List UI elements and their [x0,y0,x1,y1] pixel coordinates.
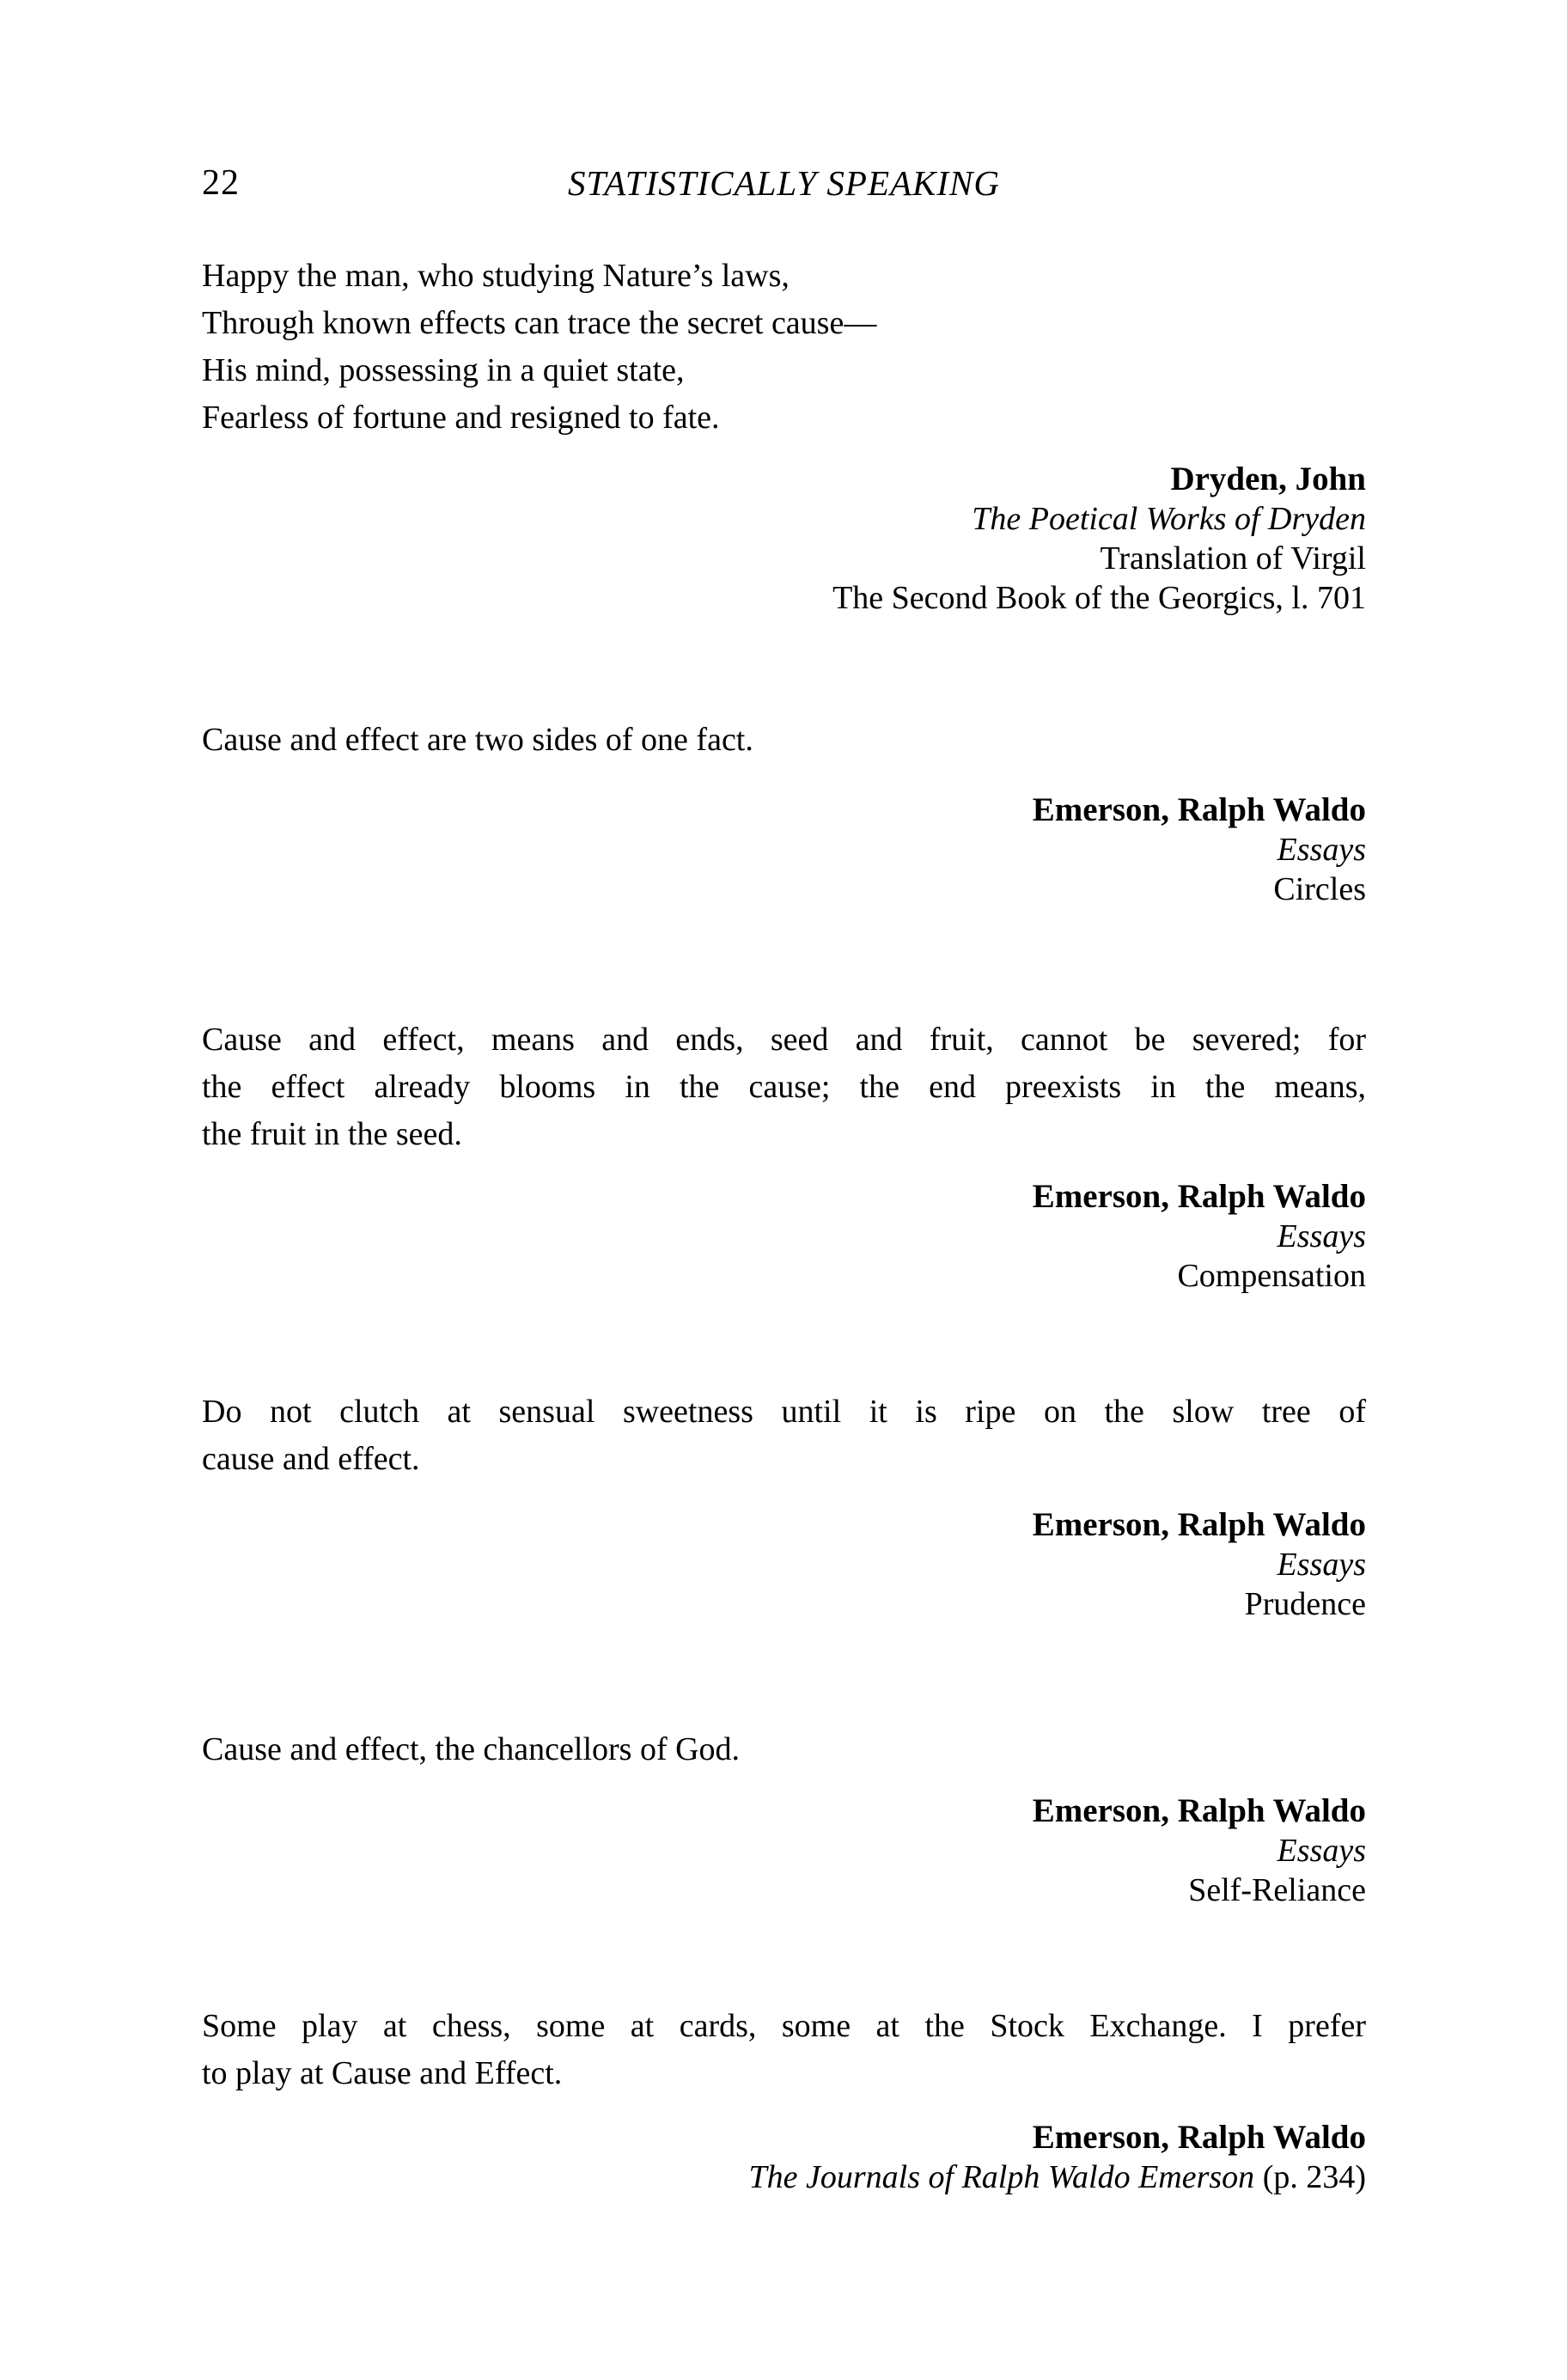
quote-emerson-compensation [202,1016,1366,1158]
quote-emerson-self-reliance [202,1726,1366,1773]
attribution-author: Emerson, Ralph Waldo [1032,1178,1366,1215]
attribution-author: Emerson, Ralph Waldo [1032,1506,1366,1543]
attribution-details: Self-Reliance [1188,1872,1366,1908]
attribution-emerson-circles [202,790,1366,909]
attribution-page-ref: (p. 234) [1254,2159,1366,2195]
attribution-work-title: Essays [1277,1547,1366,1583]
attribution-author: Emerson, Ralph Waldo [1032,2119,1366,2156]
quote-text: Cause and effect are two sides of one fact. [202,722,753,758]
quote-emerson-circles [202,717,1366,764]
page-number: 22 [202,163,240,203]
attribution-work-title: The Poetical Works of Dryden [972,501,1366,537]
attribution-emerson-journals [202,2118,1366,2197]
attribution-work-title: Essays [1277,832,1366,868]
attribution-dryden [202,460,1366,618]
attribution-author: Dryden, John [1170,461,1366,497]
attribution-author: Emerson, Ralph Waldo [1032,1792,1366,1829]
quote-text: Cause and effect, the chancellors of God. [202,1731,741,1767]
attribution-details: Circles [1273,871,1366,907]
attribution-details: Translation of Virgil The Second Book of the Georgics, l. 701 [832,540,1366,616]
attribution-emerson-prudence [202,1505,1366,1624]
quote-text: Some play at chess, some at cards, some at the Stock Exchange. I prefer to play at Cause and Effect. [202,2008,1366,2091]
attribution-author: Emerson, Ralph Waldo [1032,791,1366,828]
quote-text: Cause and effect, means and ends, seed and fruit, cannot be severed; for the effect already blooms in the cause; the end preexists in the means, the fruit in the seed. [202,1022,1366,1152]
quote-emerson-journals [202,2003,1366,2097]
attribution-details: Compensation [1177,1258,1366,1294]
quote-emerson-prudence [202,1388,1366,1483]
attribution-emerson-self-reliance [202,1791,1366,1910]
attribution-work-title: Essays [1277,1218,1366,1254]
quote-text: Happy the man, who studying Nature’s laws, Through known effects can trace the secret cause— His mind, possessing in a quiet state, Fearless of fortune and resigned to fate. [202,258,877,436]
attribution-work-title: Essays [1277,1833,1366,1869]
quote-dryden [202,253,1366,442]
running-head [202,163,1366,208]
attribution-work-title: The Journals of Ralph Waldo Emerson [748,2159,1255,2195]
attribution-emerson-compensation [202,1177,1366,1296]
running-title: STATISTICALLY SPEAKING [567,163,1000,203]
quote-text: Do not clutch at sensual sweetness until it is ripe on the slow tree of cause and effect. [202,1394,1366,1477]
attribution-details: Prudence [1244,1586,1366,1622]
attribution-work-line [202,2157,1366,2197]
